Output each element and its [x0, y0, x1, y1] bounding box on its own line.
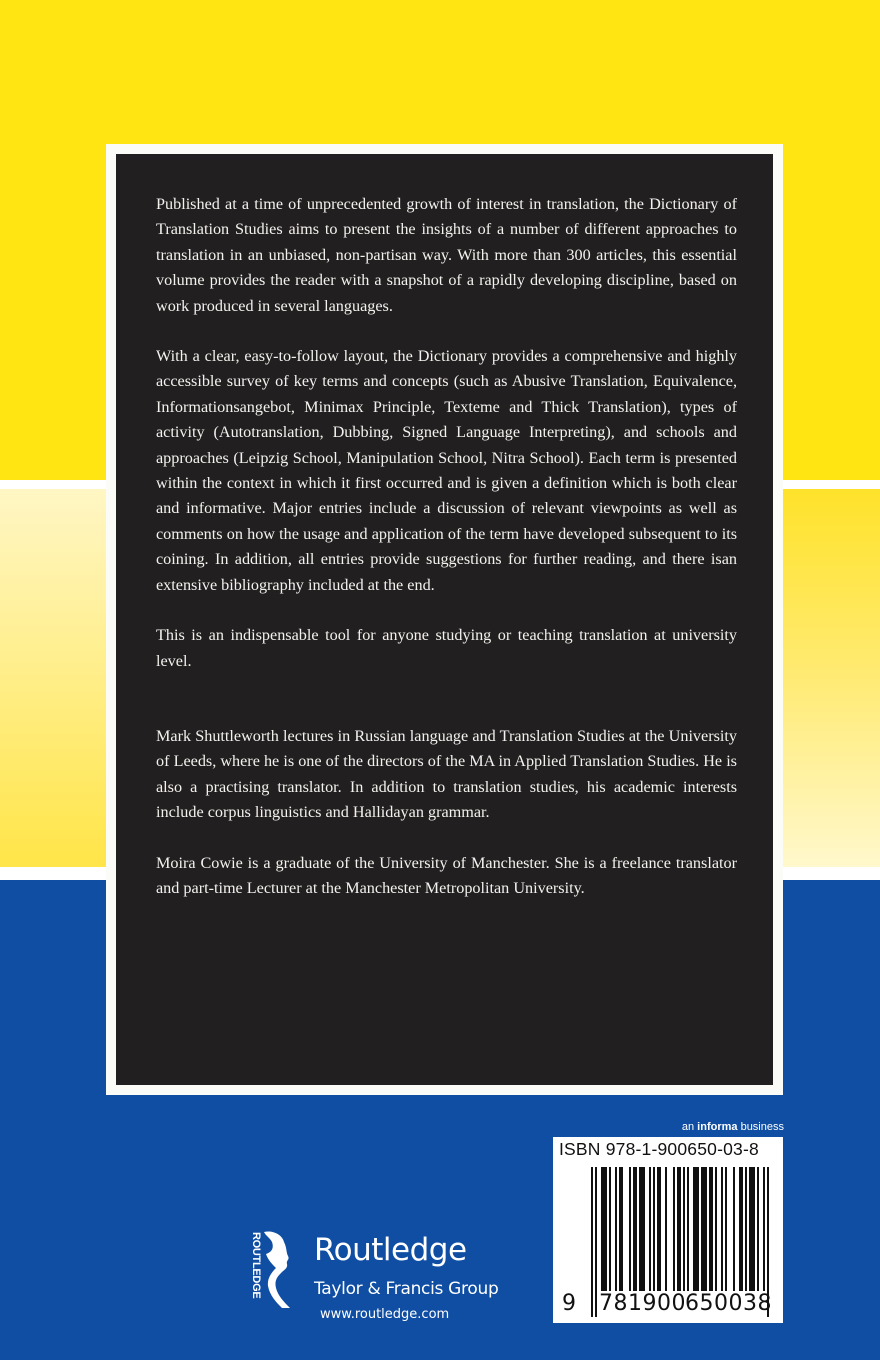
barcode-digit-group-2: 650038 — [685, 1291, 772, 1316]
description-paragraph-1: Published at a time of unprecedented growth of interest in translation, the Dictionary of Translation Studies aims to present the insights of a number of different approaches to translation in an unbiased, non-partisan way. With more than 300 articles, this essential volume provides the reader with a snapshot of a rapidly developing discipline, based on work produced in several languages. — [156, 195, 737, 315]
barcode-bar — [683, 1167, 685, 1291]
barcode-bar — [687, 1167, 689, 1291]
barcode-bar — [673, 1167, 675, 1291]
barcode-bar — [609, 1167, 611, 1291]
barcode-bar — [619, 1167, 623, 1291]
barcode-bar — [633, 1167, 637, 1291]
paragraph-spacer — [156, 826, 737, 851]
publisher-tagline — [600, 1121, 784, 1133]
author-bio-2: Moira Cowie is a graduate of the University of Manchester. She is a freelance translator and part-time Lecturer at the Manchester Metropolitan University. — [156, 853, 737, 897]
barcode-bar — [721, 1167, 723, 1291]
barcode-bar — [749, 1167, 755, 1291]
background-light-band-left — [0, 489, 106, 867]
barcode-bar — [763, 1167, 765, 1291]
barcode-bar — [677, 1167, 681, 1291]
publisher-group: Taylor & Francis Group — [314, 1279, 499, 1299]
barcode-bar — [591, 1167, 593, 1317]
routledge-r-profile-icon — [262, 1230, 292, 1310]
barcode-bar — [757, 1167, 759, 1291]
barcode-bar — [601, 1167, 607, 1291]
barcode-bar — [701, 1167, 707, 1291]
barcode-bar — [629, 1167, 631, 1291]
barcode-bar — [745, 1167, 747, 1291]
barcode-bar — [653, 1167, 655, 1291]
blurb-panel — [116, 154, 773, 1085]
publisher-url: www.routledge.com — [320, 1307, 450, 1322]
barcode-digit-first: 9 — [562, 1291, 576, 1316]
section-spacer — [156, 674, 737, 724]
barcode-bar — [709, 1167, 713, 1291]
author-bio-1: Mark Shuttleworth lectures in Russian language and Translation Studies at the University of Leeds, where he is one of the directors of the MA in Applied Translation Studies. He is also a practising translator. In addition to translation studies, his academic interests include corpus linguistics and Hallidayan grammar. — [156, 726, 737, 822]
barcode-bar — [665, 1167, 667, 1291]
barcode-bar — [649, 1167, 651, 1291]
barcode-bar — [693, 1167, 699, 1291]
logo-vertical-wordmark: ROUTLEDGE — [250, 1232, 262, 1299]
isbn-label: ISBN 978-1-900650-03-8 — [559, 1139, 759, 1159]
isbn-barcode — [553, 1137, 783, 1323]
barcode-bar — [739, 1167, 743, 1291]
tagline-prefix: an — [681, 1121, 698, 1133]
barcode-bar — [733, 1167, 735, 1291]
tagline-suffix: business — [737, 1121, 784, 1133]
paragraph-spacer — [156, 319, 737, 344]
barcode-bar — [615, 1167, 617, 1291]
routledge-logo — [248, 1228, 538, 1338]
barcode-bar — [715, 1167, 717, 1291]
paragraph-spacer — [156, 598, 737, 623]
barcode-digit-group-1: 781900 — [599, 1291, 686, 1316]
barcode-bar — [639, 1167, 645, 1291]
barcode-bar — [657, 1167, 661, 1291]
barcode-bar — [595, 1167, 597, 1317]
tagline-brand: informa — [697, 1121, 738, 1133]
background-light-band-right — [783, 489, 880, 867]
publisher-name: Routledge — [314, 1232, 467, 1268]
description-paragraph-3: This is an indispensable tool for anyone studying or teaching translation at university level. — [156, 626, 737, 670]
barcode-bar — [725, 1167, 727, 1291]
description-paragraph-2: With a clear, easy-to-follow layout, the Dictionary provides a comprehensive and highly accessible survey of key terms and concepts (such as Abusive Translation, Equivalence, Informationsangebot, Minimax Principle, Texteme and Thick Translation), types of activity (Autotranslation, Dubbing, Signed Language Interpreting), and schools and approaches (Leipzig School, Manipulation School, Nitra School). Each term is presented within the context in which it first occurred and is given a definition which is both clear and informative. Major entries include a discussion of relevant viewpoints as well as comments on how the usage and application of the term have developed subsequent to its coining. In addition, all entries provide suggestions for further reading, and there isan extensive bibliography included at the end. — [156, 347, 737, 594]
